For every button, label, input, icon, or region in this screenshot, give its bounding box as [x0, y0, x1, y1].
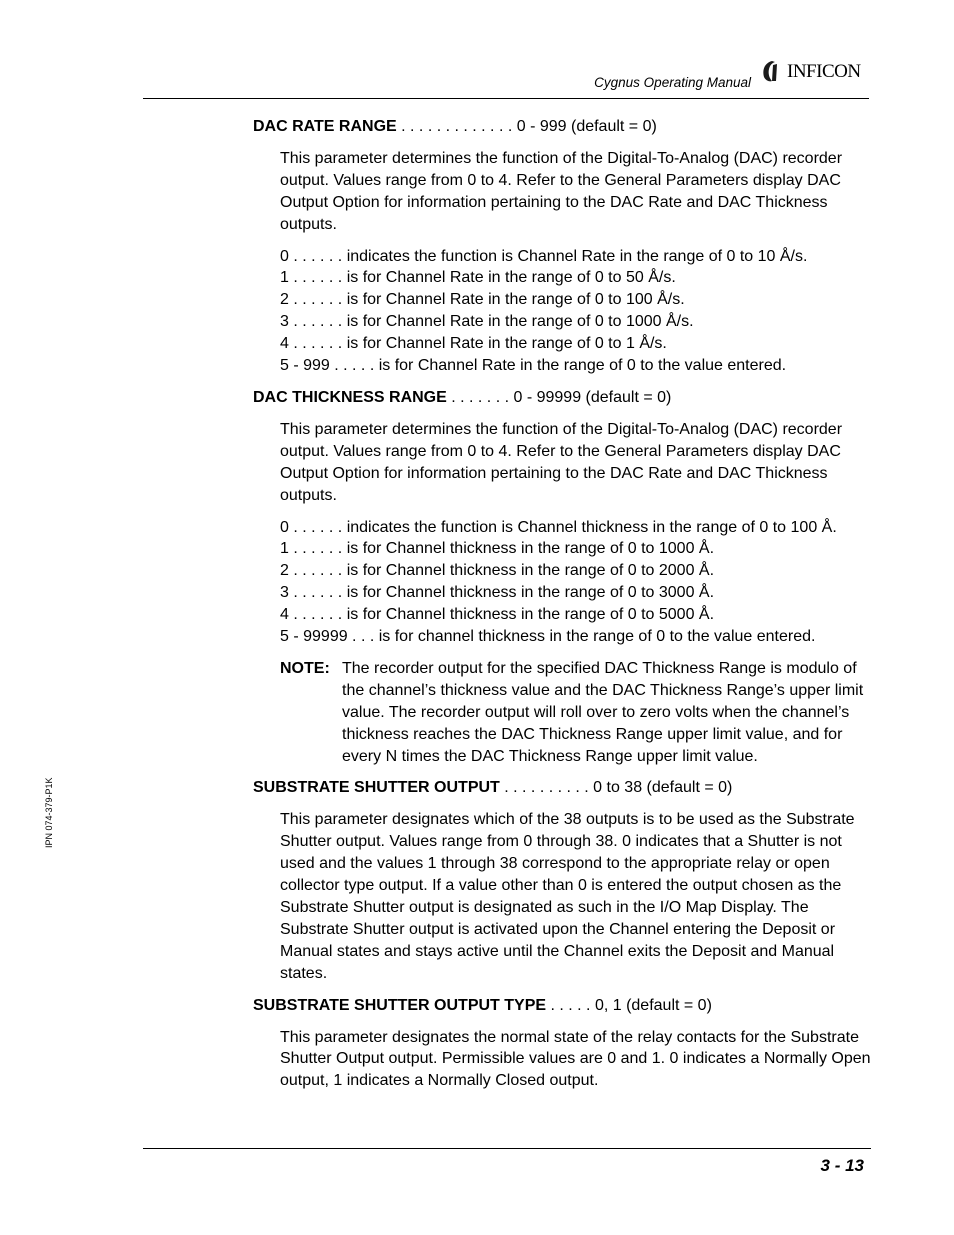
- param-name: DAC THICKNESS RANGE: [253, 388, 447, 406]
- param-heading: [253, 995, 873, 1017]
- param-heading: [253, 387, 873, 409]
- manual-title: Cygnus Operating Manual: [594, 75, 751, 90]
- param-description: This parameter determines the function of the Digital-To-Analog (DAC) recorder output. Values range from 0 to 4. Refer to the General Parameters display DAC Output Option for information pertaining to the DAC Rate and DAC Thickness outputs.: [280, 149, 843, 233]
- page-content: [253, 116, 873, 1102]
- page-number: 3 - 13: [820, 1156, 864, 1175]
- value-item: 4 . . . . . . is for Channel thickness in the range of 0 to 5000 Å.: [280, 606, 715, 624]
- value-list: [280, 517, 873, 648]
- param-range: . . . . . . . . . . . . . 0 - 999 (default = 0): [396, 118, 657, 135]
- value-item: 0 . . . . . . indicates the function is Channel Rate in the range of 0 to 10 Å/s.: [280, 247, 808, 265]
- value-item: 1 . . . . . . is for Channel thickness in the range of 0 to 1000 Å.: [280, 540, 715, 558]
- value-item: 2 . . . . . . is for Channel thickness in the range of 0 to 2000 Å.: [280, 562, 715, 580]
- note-label: NOTE:: [280, 659, 330, 677]
- param-description: This parameter designates which of the 38 outputs is to be used as the Substrate Shutter output. Values range from 0 through 38. 0 indicates that a Shutter is not used and the values 1 through 38 correspond to the appropriate relay or open collector type output. If a value other than 0 is entered the output chosen as the Substrate Shutter output is designated as such in the I/O Map Display. The Substrate Shutter output is activated upon the Channel entering the Deposit or Manual states and stays active until the Channel exits the Deposit and Manual states.: [280, 811, 855, 982]
- value-item: 5 - 999 . . . . . is for Channel Rate in the range of 0 to the value entered.: [280, 357, 787, 375]
- header-rule: [143, 98, 869, 99]
- value-item: 4 . . . . . . is for Channel Rate in the range of 0 to 1 Å/s.: [280, 335, 667, 353]
- footer-rule: [143, 1148, 871, 1149]
- param-name: DAC RATE RANGE: [253, 118, 397, 135]
- param-range: . . . . . . . . . . 0 to 38 (default = 0): [499, 779, 733, 797]
- value-item: 1 . . . . . . is for Channel Rate in the range of 0 to 50 Å/s.: [280, 269, 676, 287]
- value-item: 3 . . . . . . is for Channel Rate in the range of 0 to 1000 Å/s.: [280, 313, 694, 331]
- value-item: 3 . . . . . . is for Channel thickness in the range of 0 to 3000 Å.: [280, 584, 715, 602]
- inficon-logo-mark-icon: [760, 59, 784, 83]
- value-item: 2 . . . . . . is for Channel Rate in the range of 0 to 100 Å/s.: [280, 291, 685, 309]
- param-heading: [253, 777, 873, 799]
- param-heading: [253, 116, 873, 138]
- side-ipn-label: IPN 074-379-P1K: [44, 777, 54, 848]
- value-item: 0 . . . . . . indicates the function is Channel thickness in the range of 0 to 100 Å.: [280, 518, 837, 536]
- brand-name: INFICON: [787, 61, 861, 82]
- param-description: This parameter determines the function of the Digital-To-Analog (DAC) recorder output. Values range from 0 to 4. Refer to the General Parameters display DAC Output Option for information pertaining to the DAC Rate and DAC Thickness outputs.: [280, 420, 843, 504]
- param-range: . . . . . . . 0 - 99999 (default = 0): [446, 388, 672, 406]
- param-description: This parameter designates the normal state of the relay contacts for the Substrate Shutter Output output. Permissible values are 0 and 1. 0 indicates a Normally Open output, 1 indicates a Normally Closed output.: [280, 1028, 871, 1090]
- note-block: [280, 658, 873, 768]
- note-text: The recorder output for the specified DAC Thickness Range is modulo of the channel’s thickness value and the DAC Thickness Range’s upper limit value. The recorder output will roll over to zero volts when the channel’s thickness reaches the DAC Thickness Range upper limit value, and for every N times the DAC Thickness Range upper limit value.: [342, 659, 864, 765]
- value-list: [280, 246, 873, 377]
- param-range: . . . . . 0, 1 (default = 0): [546, 996, 712, 1014]
- param-name: SUBSTRATE SHUTTER OUTPUT TYPE: [253, 996, 547, 1014]
- value-item: 5 - 99999 . . . is for channel thickness in the range of 0 to the value entered.: [280, 628, 816, 646]
- param-name: SUBSTRATE SHUTTER OUTPUT: [253, 779, 500, 797]
